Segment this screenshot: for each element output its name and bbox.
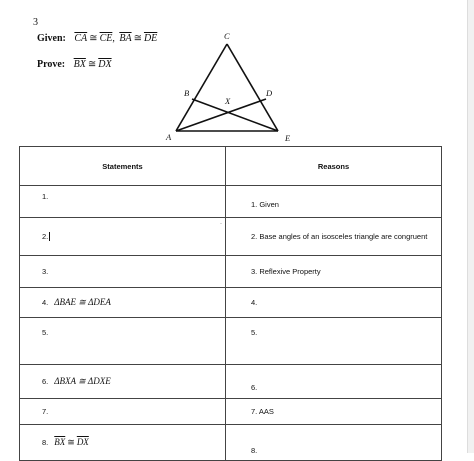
reason-cell-5[interactable] bbox=[226, 318, 442, 365]
segment-ad bbox=[176, 99, 266, 131]
reason-text-4: 4. bbox=[251, 298, 258, 307]
statement-cell-7[interactable] bbox=[20, 399, 226, 425]
reason-cell-1[interactable] bbox=[226, 186, 442, 218]
point-label-c: C bbox=[224, 31, 230, 41]
statement-number-4: 4. bbox=[42, 298, 49, 307]
prove-segment-dx: $\overline{DX}$ bbox=[98, 59, 112, 70]
statement-cell-5[interactable] bbox=[20, 318, 226, 365]
reason-text-7: 7. AAS bbox=[251, 407, 274, 416]
header-row bbox=[20, 147, 442, 186]
statement-number-6: 6. bbox=[42, 377, 49, 386]
table-row bbox=[20, 318, 442, 365]
reason-text-1: 1. Given bbox=[251, 200, 279, 209]
reason-cell-8[interactable] bbox=[226, 425, 442, 461]
statement-number-2: 2. bbox=[42, 231, 49, 241]
given-segment-de: $\overline{DE}$ bbox=[143, 33, 158, 44]
reason-text-3: 3. Reflexive Property bbox=[251, 267, 321, 276]
reason-cell-4[interactable] bbox=[226, 288, 442, 318]
prove-line bbox=[37, 59, 112, 70]
statement-cell-4[interactable] bbox=[20, 288, 226, 318]
statement-cell-2[interactable] bbox=[20, 218, 226, 256]
point-label-x: X bbox=[225, 96, 231, 106]
statement-text-4: ΔBAE ≅ ΔDEA bbox=[54, 297, 111, 307]
table-row bbox=[20, 256, 442, 288]
reasons-header: Reasons bbox=[226, 147, 442, 186]
reason-cell-6[interactable] bbox=[226, 365, 442, 399]
statement-segment-bx: $\overline{BX}$ bbox=[54, 437, 66, 447]
statement-congruent-8: ≅ bbox=[67, 437, 75, 447]
table-row bbox=[20, 399, 442, 425]
prove-label: Prove: bbox=[37, 59, 66, 70]
reason-text-5: 5. bbox=[251, 328, 258, 337]
statement-number-3: 3. bbox=[42, 267, 49, 276]
statement-segment-dx: $\overline{DX}$ bbox=[76, 437, 89, 447]
segment-eb bbox=[192, 99, 278, 131]
text-cursor bbox=[49, 232, 50, 241]
reason-cell-7[interactable] bbox=[226, 399, 442, 425]
given-line: Given: $\overline{CA}$ ≅ $\overline{CE}$, $\overline{BA}$ ≅ $\overline{DE}$ bbox=[37, 33, 158, 44]
statement-number-1: 1. bbox=[42, 192, 49, 201]
statement-text-6: ΔBXA ≅ ΔDXE bbox=[54, 376, 111, 386]
reason-cell-3[interactable] bbox=[226, 256, 442, 288]
reason-text-8: 8. bbox=[251, 446, 258, 455]
statement-number-7: 7. bbox=[42, 407, 49, 416]
statement-cell-1[interactable] bbox=[20, 186, 226, 218]
given-congruent-2: ≅ bbox=[133, 33, 142, 44]
reason-text-6: 6. bbox=[251, 383, 258, 392]
table-row bbox=[20, 425, 442, 461]
statement-cell-8[interactable] bbox=[20, 425, 226, 461]
triangle-figure bbox=[160, 28, 310, 146]
problem-number: 3 bbox=[33, 17, 38, 28]
table-row bbox=[20, 365, 442, 399]
given-label: Given: bbox=[37, 33, 66, 44]
point-label-a: A bbox=[166, 132, 172, 142]
right-scrollbar[interactable] bbox=[467, 0, 474, 453]
statement-cell-3[interactable] bbox=[20, 256, 226, 288]
prove-congruent: ≅ bbox=[87, 59, 97, 70]
statement-number-5: 5. bbox=[42, 328, 49, 337]
given-segment-ce: $\overline{CE}$ bbox=[99, 33, 113, 44]
given-segment-ca: $\overline{CA}$ bbox=[74, 33, 88, 44]
statement-number-8: 8. bbox=[42, 438, 49, 447]
given-segment-ba: $\overline{BA}$ bbox=[119, 33, 132, 44]
reason-cell-2[interactable] bbox=[226, 218, 442, 256]
point-label-d: D bbox=[266, 88, 273, 98]
statement-cell-6[interactable] bbox=[20, 365, 226, 399]
reason-text-2: 2. Base angles of an isosceles triangle are congruent bbox=[251, 232, 428, 241]
given-congruent-1: ≅ bbox=[89, 33, 98, 44]
table-row bbox=[20, 288, 442, 318]
proof-table bbox=[19, 146, 442, 461]
prove-segment-bx: $\overline{BX}$ bbox=[73, 59, 86, 70]
point-label-b: B bbox=[184, 88, 190, 98]
table-row bbox=[20, 186, 442, 218]
cell-resize-mark: - bbox=[220, 221, 222, 227]
point-label-e: E bbox=[285, 133, 291, 143]
table-row bbox=[20, 218, 442, 256]
statements-header: Statements bbox=[20, 147, 226, 186]
